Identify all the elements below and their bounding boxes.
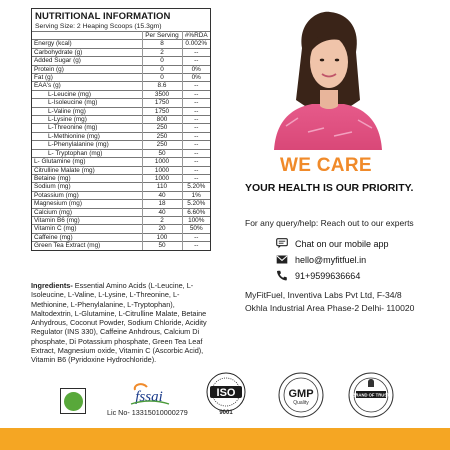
- per-serving-cell: 1000: [142, 166, 182, 174]
- nutrient-name-cell: Caffeine (mg): [32, 233, 142, 241]
- rda-cell: 5.20%: [182, 183, 210, 191]
- per-serving-cell: 0: [142, 74, 182, 82]
- nutrient-name-cell: L-Valine (mg): [32, 107, 142, 115]
- nutrient-name-cell: Sodium (mg): [32, 183, 142, 191]
- nutrient-name-cell: Energy (kcal): [32, 40, 142, 48]
- brand-of-trust-badge: [348, 372, 394, 418]
- per-serving-cell: 250: [142, 141, 182, 149]
- phone-contact-row[interactable]: [276, 270, 360, 281]
- nutrient-name-cell: L-Methionine (mg): [32, 132, 142, 140]
- rda-cell: --: [182, 90, 210, 98]
- per-serving-cell: 18: [142, 200, 182, 208]
- rda-cell: --: [182, 107, 210, 115]
- per-serving-cell: 0: [142, 65, 182, 73]
- table-row: [32, 183, 210, 191]
- per-serving-cell: 20: [142, 225, 182, 233]
- nutrient-name-cell: Magnesium (mg): [32, 200, 142, 208]
- health-priority-tagline: YOUR HEALTH IS OUR PRIORITY.: [245, 182, 414, 194]
- table-row: [32, 216, 210, 224]
- fssai-wordmark: fssai: [135, 389, 163, 405]
- footer-accent-bar: [0, 428, 450, 450]
- table-row: [32, 107, 210, 115]
- table-row: [32, 200, 210, 208]
- rda-cell: --: [182, 233, 210, 241]
- per-serving-cell: 3500: [142, 90, 182, 98]
- table-row: [32, 242, 210, 250]
- table-header-row: [32, 32, 210, 40]
- gmp-quality-badge: [278, 372, 324, 418]
- nutrient-name-cell: L-Leucine (mg): [32, 90, 142, 98]
- nutrient-name-cell: Vitamin B6 (mg): [32, 216, 142, 224]
- rda-cell: --: [182, 158, 210, 166]
- mail-icon: [276, 254, 288, 265]
- nutrient-name-cell: Betaine (mg): [32, 174, 142, 182]
- per-serving-cell: 1000: [142, 174, 182, 182]
- address-line-1: MyFitFuel, Inventiva Labs Pvt Ltd, F-34/8: [245, 290, 402, 300]
- table-row: [32, 166, 210, 174]
- fssai-license-number: Lic No- 13315010000279: [107, 408, 188, 417]
- company-address: [245, 289, 414, 314]
- table-row: [32, 158, 210, 166]
- table-row: [32, 40, 210, 48]
- nutrient-name-cell: Green Tea Extract (mg): [32, 242, 142, 250]
- woman-portrait-image: [268, 8, 386, 150]
- phone-number: 91+9599636664: [295, 270, 361, 281]
- per-serving-cell: 250: [142, 124, 182, 132]
- nutrition-table: [31, 8, 211, 251]
- rda-cell: --: [182, 82, 210, 90]
- nutrient-name-cell: L-Lysine (mg): [32, 116, 142, 124]
- per-serving-cell: 800: [142, 116, 182, 124]
- table-row: [32, 48, 210, 56]
- veg-dot: [64, 392, 83, 411]
- table-row: [32, 141, 210, 149]
- email-contact-row[interactable]: [276, 254, 366, 265]
- column-header-per-serving: Per Serving: [142, 32, 182, 40]
- nutrient-name-cell: Added Sugar (g): [32, 57, 142, 65]
- rda-cell: --: [182, 99, 210, 107]
- per-serving-cell: 100: [142, 233, 182, 241]
- rda-cell: --: [182, 116, 210, 124]
- table-row: [32, 191, 210, 199]
- nutrient-name-cell: Fat (g): [32, 74, 142, 82]
- rda-cell: --: [182, 57, 210, 65]
- phone-icon: [276, 270, 288, 281]
- per-serving-cell: 8: [142, 40, 182, 48]
- nutrient-name-cell: EAA's (g): [32, 82, 142, 90]
- per-serving-cell: 1750: [142, 99, 182, 107]
- rda-cell: --: [182, 132, 210, 140]
- rda-cell: --: [182, 141, 210, 149]
- table-row: [32, 82, 210, 90]
- per-serving-cell: 8.6: [142, 82, 182, 90]
- nutrient-name-cell: Citrulline Malate (mg): [32, 166, 142, 174]
- table-row: [32, 132, 210, 140]
- chat-contact-row[interactable]: [276, 238, 389, 249]
- per-serving-cell: 1750: [142, 107, 182, 115]
- per-serving-cell: 50: [142, 149, 182, 157]
- nutrient-name-cell: Carbohydrate (g): [32, 48, 142, 56]
- nutrition-title: NUTRITIONAL INFORMATION: [35, 11, 171, 22]
- per-serving-cell: 40: [142, 208, 182, 216]
- nutrient-name-cell: Vitamin C (mg): [32, 225, 142, 233]
- nutrient-name-cell: Protein (g): [32, 65, 142, 73]
- fssai-logo: [125, 382, 173, 408]
- table-row: [32, 116, 210, 124]
- chat-label: Chat on our mobile app: [295, 238, 389, 249]
- nutrient-name-cell: L-Phenylalanine (mg): [32, 141, 142, 149]
- address-line-2: Okhla Industrial Area Phase-2 Delhi- 110020: [245, 302, 415, 313]
- gmp-label: GMP: [288, 388, 314, 400]
- support-query-text: For any query/help: Reach out to our experts: [245, 218, 414, 228]
- rda-cell: 0%: [182, 74, 210, 82]
- trust-label: BRAND OF TRUST: [352, 392, 390, 398]
- column-header-rda: #%RDA: [182, 32, 210, 40]
- per-serving-cell: 50: [142, 242, 182, 250]
- rda-cell: 1%: [182, 191, 210, 199]
- table-row: [32, 74, 210, 82]
- rda-cell: 50%: [182, 225, 210, 233]
- per-serving-cell: 110: [142, 183, 182, 191]
- iso-number: 9001: [219, 410, 233, 416]
- table-row: [32, 57, 210, 65]
- nutrient-name-cell: Calcium (mg): [32, 208, 142, 216]
- table-row: [32, 90, 210, 98]
- table-row: [32, 99, 210, 107]
- gmp-sub-label: Quality: [293, 400, 309, 406]
- table-row: [32, 149, 210, 157]
- per-serving-cell: 1000: [142, 158, 182, 166]
- rda-cell: 0%: [182, 65, 210, 73]
- per-serving-cell: 0: [142, 57, 182, 65]
- rda-cell: --: [182, 242, 210, 250]
- table-row: [32, 233, 210, 241]
- column-header-nutrient: [32, 32, 142, 40]
- ingredients-label: Ingredients-: [31, 281, 73, 290]
- we-care-heading: WE CARE: [280, 155, 372, 176]
- nutrient-name-cell: Potassium (mg): [32, 191, 142, 199]
- table-row: [32, 225, 210, 233]
- iso-certification-badge: [205, 372, 247, 416]
- rda-cell: 0.002%: [182, 40, 210, 48]
- nutrient-name-cell: L- Glutamine (mg): [32, 158, 142, 166]
- rda-cell: --: [182, 48, 210, 56]
- table-row: [32, 124, 210, 132]
- nutrient-name-cell: L- Tryptophan (mg): [32, 149, 142, 157]
- table-row: [32, 174, 210, 182]
- vegetarian-mark-icon: [60, 388, 86, 414]
- rda-cell: --: [182, 124, 210, 132]
- rda-cell: --: [182, 166, 210, 174]
- per-serving-cell: 250: [142, 132, 182, 140]
- per-serving-cell: 2: [142, 48, 182, 56]
- nutrition-header: [32, 9, 210, 31]
- nutrient-name-cell: L-Isoleucine (mg): [32, 99, 142, 107]
- ingredients-text: [31, 281, 217, 365]
- chat-icon: [276, 238, 288, 249]
- iso-label: ISO: [216, 387, 236, 399]
- rda-cell: 6.60%: [182, 208, 210, 216]
- per-serving-cell: 2: [142, 216, 182, 224]
- table-row: [32, 208, 210, 216]
- rda-cell: --: [182, 174, 210, 182]
- rda-cell: 5.20%: [182, 200, 210, 208]
- ingredients-list: Essential Amino Acids (L-Leucine, L-Isoleucine, L-Valine, L-Lysine, L-Threonine, L-Methionine, L-Phenylalanine, L-Tryptophan), Maltodextrin, L-Glutamine, L-Citrulline Malate, Betaine Anhydrous, Coconut Powder, Sodium Chloride, Acidity Regulator (INS 330), Caffeine Anhdrous, Calcium Di phosphate, Di Potassium phosphate, Green Tea Leaf Extract, Magnesium oxide, Vitamin C (Ascorbic Acid), Vitamin B6 (Pyridoxine Hydrochloride).: [31, 281, 207, 365]
- nutrient-name-cell: L-Threonine (mg): [32, 124, 142, 132]
- rda-cell: 100%: [182, 216, 210, 224]
- email-address: hello@myfitfuel.in: [295, 254, 367, 265]
- per-serving-cell: 40: [142, 191, 182, 199]
- serving-size: Serving Size: 2 Heaping Scoops (15.3gm): [35, 23, 162, 30]
- rda-cell: --: [182, 149, 210, 157]
- table-row: [32, 65, 210, 73]
- nutrition-grid: [32, 31, 210, 250]
